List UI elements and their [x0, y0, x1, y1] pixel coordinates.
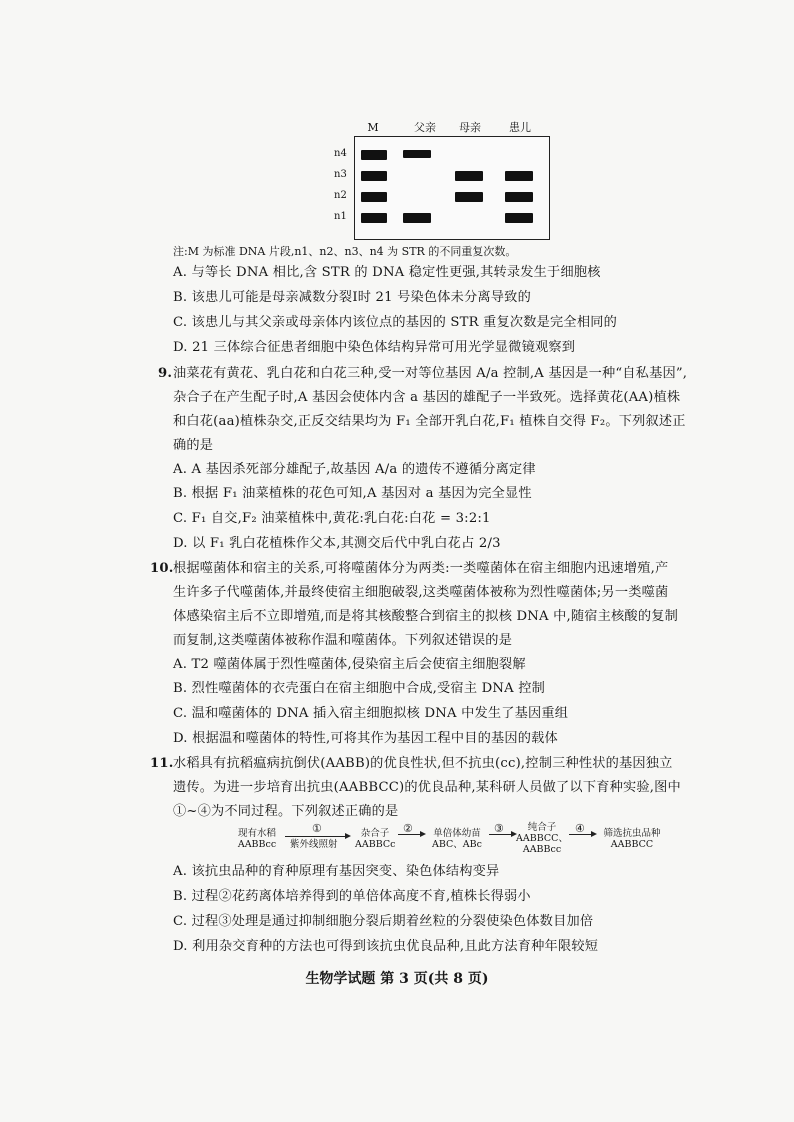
proc-hybrid-genotype: AABBCc [355, 839, 396, 850]
q8-option-d: D. 21 三体综合征患者细胞中染色体结构异常可用光学显微镜观察到 [173, 340, 576, 355]
step-1-marker: ① [312, 822, 322, 835]
arrow-4-line [569, 834, 591, 835]
q10-stem-line-3: 体感染宿主后不立即增殖,而是将其核酸整合到宿主的拟核 DNA 中,随宿主核酸的复制 [173, 609, 678, 624]
proc-haploid [428, 828, 486, 850]
q9-option-d: D. 以 F₁ 乳白花植株作父本,其测交后代中乳白花占 2/3 [173, 536, 501, 551]
band-m-n4 [361, 150, 387, 160]
proc-final-name: 筛选抗虫品种 [603, 828, 661, 839]
q8-option-a: A. 与等长 DNA 相比,含 STR 的 DNA 稳定性更强,其转录发生于细胞核 [173, 265, 601, 280]
q10-option-d: D. 根据温和噬菌体的特性,可将其作为基因工程中目的基因的载体 [173, 731, 558, 746]
proc-start [229, 828, 285, 850]
proc-homozygote-name: 纯合子 [527, 822, 557, 833]
q9-stem-line-3: 和白花(aa)植株杂交,正反交结果均为 F₁ 全部开乳白花,F₁ 植株自交得 F₂。下列叙述正 [173, 414, 686, 429]
band-child-n2 [505, 192, 533, 202]
q10-option-b: B. 烈性噬菌体的衣壳蛋白在宿主细胞中合成,受宿主 DNA 控制 [173, 681, 545, 696]
band-child-n1 [505, 213, 533, 223]
q11-stem-line-3: ①~④为不同过程。下列叙述正确的是 [173, 804, 399, 819]
page-footer: 生物学试题 第 3 页(共 8 页) [305, 971, 489, 987]
lane-label-mother: 母亲 [459, 121, 481, 134]
q10-stem-line-4: 而复制,这类噬菌体被称作温和噬菌体。下列叙述错误的是 [173, 633, 513, 648]
proc-hybrid [355, 828, 395, 850]
arrow-1-line [285, 836, 345, 837]
proc-haploid-name: 单倍体幼苗 [433, 828, 481, 839]
band-m-n2 [361, 192, 387, 202]
gel-box [354, 136, 550, 240]
proc-hybrid-name: 杂合子 [360, 828, 390, 839]
proc-homozygote [516, 822, 568, 855]
arrow-3-line [489, 834, 511, 835]
step-4-marker: ④ [575, 822, 585, 835]
band-child-n3 [505, 171, 533, 181]
proc-homozygote-genotype-2: AABBcc [522, 844, 562, 855]
row-label-n4: n4 [334, 148, 347, 159]
q8-option-b: B. 该患儿可能是母亲减数分裂Ⅰ时 21 号染色体未分离导致的 [173, 290, 531, 305]
gel-note: 注:M 为标准 DNA 片段,n1、n2、n3、n4 为 STR 的不同重复次数。 [173, 245, 517, 258]
proc-final-genotype: AABBCC [610, 839, 654, 850]
q10-number: 10. [150, 561, 174, 576]
band-m-n3 [361, 171, 387, 181]
proc-start-genotype: AABBcc [237, 839, 277, 850]
arrow-1-head [345, 833, 351, 839]
proc-homozygote-genotype-1: AABBCC、 [516, 833, 568, 844]
str-gel-figure [334, 122, 550, 240]
band-mother-n3 [455, 171, 483, 181]
q11-number: 11. [150, 756, 174, 771]
step-1-label: 紫外线照射 [290, 839, 338, 850]
q10-stem-line-2: 生许多子代噬菌体,并最终使宿主细胞破裂,这类噬菌体被称为烈性噬菌体;另一类噬菌 [173, 585, 669, 600]
lane-label-father: 父亲 [414, 121, 436, 134]
row-label-n3: n3 [334, 169, 347, 180]
lane-label-m: M [367, 121, 379, 134]
step-3-marker: ③ [494, 822, 504, 835]
proc-final [596, 828, 668, 850]
q8-option-c: C. 该患儿与其父亲或母亲体内该位点的基因的 STR 重复次数是完全相同的 [173, 315, 617, 330]
row-label-n2: n2 [334, 190, 347, 201]
band-father-n4 [403, 150, 431, 158]
band-m-n1 [361, 213, 387, 223]
row-label-n1: n1 [334, 211, 347, 222]
q11-option-b: B. 过程②花药离体培养得到的单倍体高度不育,植株长得弱小 [173, 889, 531, 904]
q11-option-d: D. 利用杂交育种的方法也可得到该抗虫优良品种,且此方法育种年限较短 [173, 939, 599, 954]
q10-stem-line-1: 根据噬菌体和宿主的关系,可将噬菌体分为两类:一类噬菌体在宿主细胞内迅速增殖,产 [173, 561, 669, 576]
band-mother-n2 [455, 192, 483, 202]
q9-stem-line-4: 确的是 [173, 438, 214, 453]
q9-stem-line-2: 杂合子在产生配子时,A 基因会使体内含 a 基因的雄配子一半致死。选择黄花(AA)植株 [173, 390, 681, 405]
q11-stem-line-2: 遗传。为进一步培育出抗虫(AABBCC)的优良品种,某科研人员做了以下育种实验,图中 [173, 780, 681, 795]
band-father-n1 [403, 213, 431, 223]
lane-label-child: 患儿 [509, 121, 531, 134]
q9-number: 9. [158, 366, 173, 381]
proc-start-name: 现有水稻 [237, 828, 276, 839]
q11-option-a: A. 该抗虫品种的育种原理有基因突变、染色体结构变异 [173, 864, 500, 879]
q10-option-c: C. 温和噬菌体的 DNA 插入宿主细胞拟核 DNA 中发生了基因重组 [173, 706, 569, 721]
step-2-marker: ② [403, 822, 413, 835]
proc-haploid-genotype: ABC、ABc [432, 839, 482, 850]
q9-stem-line-1: 油菜花有黄花、乳白花和白花三种,受一对等位基因 A/a 控制,A 基因是一种“自私基因”, [173, 366, 688, 381]
arrow-2-line [398, 834, 420, 835]
arrow-2-head [420, 831, 426, 837]
q11-stem-line-1: 水稻具有抗稻瘟病抗倒伏(AABB)的优良性状,但不抗虫(cc),控制三种性状的基因独立 [173, 756, 673, 771]
q9-option-b: B. 根据 F₁ 油菜植株的花色可知,A 基因对 a 基因为完全显性 [173, 486, 532, 501]
q9-option-a: A. A 基因杀死部分雄配子,故基因 A/a 的遗传不遵循分离定律 [173, 462, 536, 477]
q11-option-c: C. 过程③处理是通过抑制细胞分裂后期着丝粒的分裂使染色体数目加倍 [173, 914, 594, 929]
q10-option-a: A. T2 噬菌体属于烈性噬菌体,侵染宿主后会使宿主细胞裂解 [173, 657, 526, 672]
q9-option-c: C. F₁ 自交,F₂ 油菜植株中,黄花:乳白花:白花 = 3:2:1 [173, 511, 491, 526]
